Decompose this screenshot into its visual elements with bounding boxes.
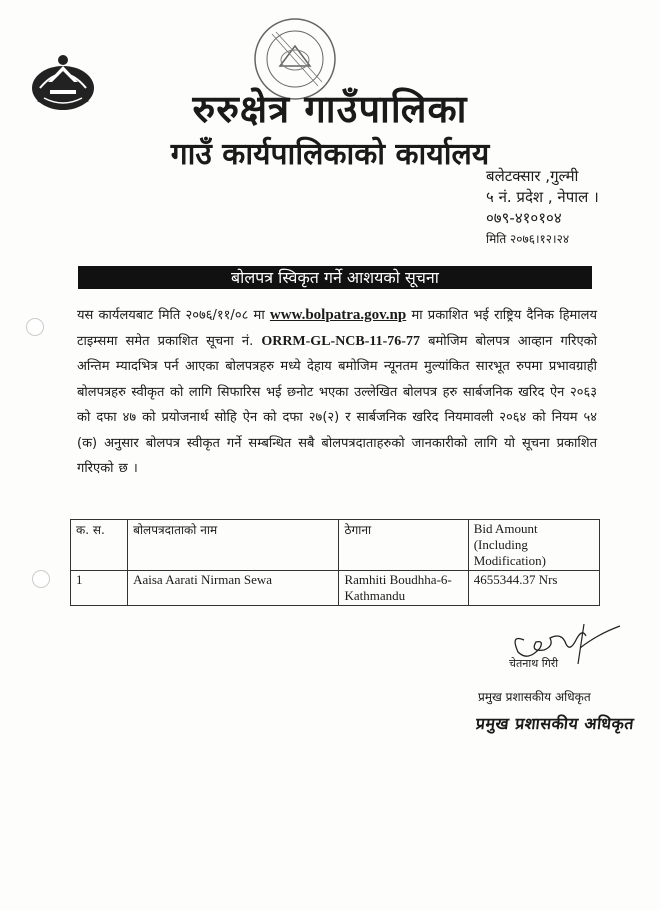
organization-name: रुरुक्षेत्र गाउँपालिका — [192, 87, 468, 131]
notice-body-part-2: मा प्रकाशित भई राष्ट्रिय दैनिक हिमालय टाइम्समा समेत प्रकाशित सूचना नं. — [77, 308, 597, 349]
notice-number: ORRM-GL-NCB-11-76-77 — [261, 333, 420, 349]
table-row — [71, 571, 600, 606]
table-header-row — [71, 520, 600, 571]
header-serial: क. स. — [71, 520, 128, 571]
notice-date: मिति २०७६।१२।२४ — [486, 232, 570, 246]
address-line-1: बलेटक्सार ,गुल्मी — [486, 167, 579, 185]
row-bid-amount: 4655344.37 Nrs — [468, 571, 599, 606]
punch-hole-bottom — [32, 570, 50, 588]
phone-number: ०७९-४१०१०४ — [486, 209, 562, 227]
row-address: Ramhiti Boudhha-6-Kathmandu — [339, 571, 468, 606]
notice-body — [77, 303, 597, 482]
bolpatra-website-link[interactable]: www.bolpatra.gov.np — [269, 307, 407, 323]
address-line-2: ५ नं. प्रदेश , नेपाल । — [486, 188, 599, 206]
signatory-name: चेतनाथ गिरी — [509, 657, 559, 670]
header-address: ठेगाना — [339, 520, 468, 571]
notice-body-part-3: बमोजिम बोलपत्र आव्हान गरिएको अन्तिम म्यादभित्र पर्न आएका बोलपत्रहरु मध्ये देहाय बमोजिम न्यूनतम मुल्यांकित सारभूत रुपमा प्रभावग्राही बोलपत्रहरु स्वीकृत को लागि सिफारिस भई छनोट भएका उल्लेखित बोलपत्र हरु सार्बजनिक खरिद ऐन २०६३ को दफा ४७ को प्रयोजनार्थ सोहि ऐन को दफा २७(२) र सार्बजनिक खरिद नियमावली २०६४ को नियम ५४ (क) अनुसार बोलपत्र स्वीकृत गर्ने सम्बन्धित सबै बोलपत्रदाताहरुको जानकारीको लागि यो सूचना प्रकाशित गरिएको छ । — [77, 333, 597, 476]
bid-table — [70, 519, 600, 606]
signatory-stamp: प्रमुख प्रशासकीय अधिकृत — [474, 714, 636, 733]
signatory-title: प्रमुख प्रशासकीय अधिकृत — [478, 690, 591, 704]
punch-hole-top — [26, 318, 44, 336]
office-address-block — [486, 166, 599, 250]
notice-title-bar: बोलपत्र स्विकृत गर्ने आशयको सूचना — [78, 266, 592, 289]
office-name: गाउँ कार्यपालिकाको कार्यालय — [170, 137, 490, 172]
row-serial: 1 — [71, 571, 128, 606]
header-bidder-name: बोलपत्रदाताको नाम — [128, 520, 339, 571]
notice-body-part-1: यस कार्यलयबाट मिति २०७६/११/०८ मा — [77, 308, 270, 323]
row-bidder-name: Aaisa Aarati Nirman Sewa — [128, 571, 339, 606]
header-bid-amount: Bid Amount (Including Modification) — [468, 520, 599, 571]
